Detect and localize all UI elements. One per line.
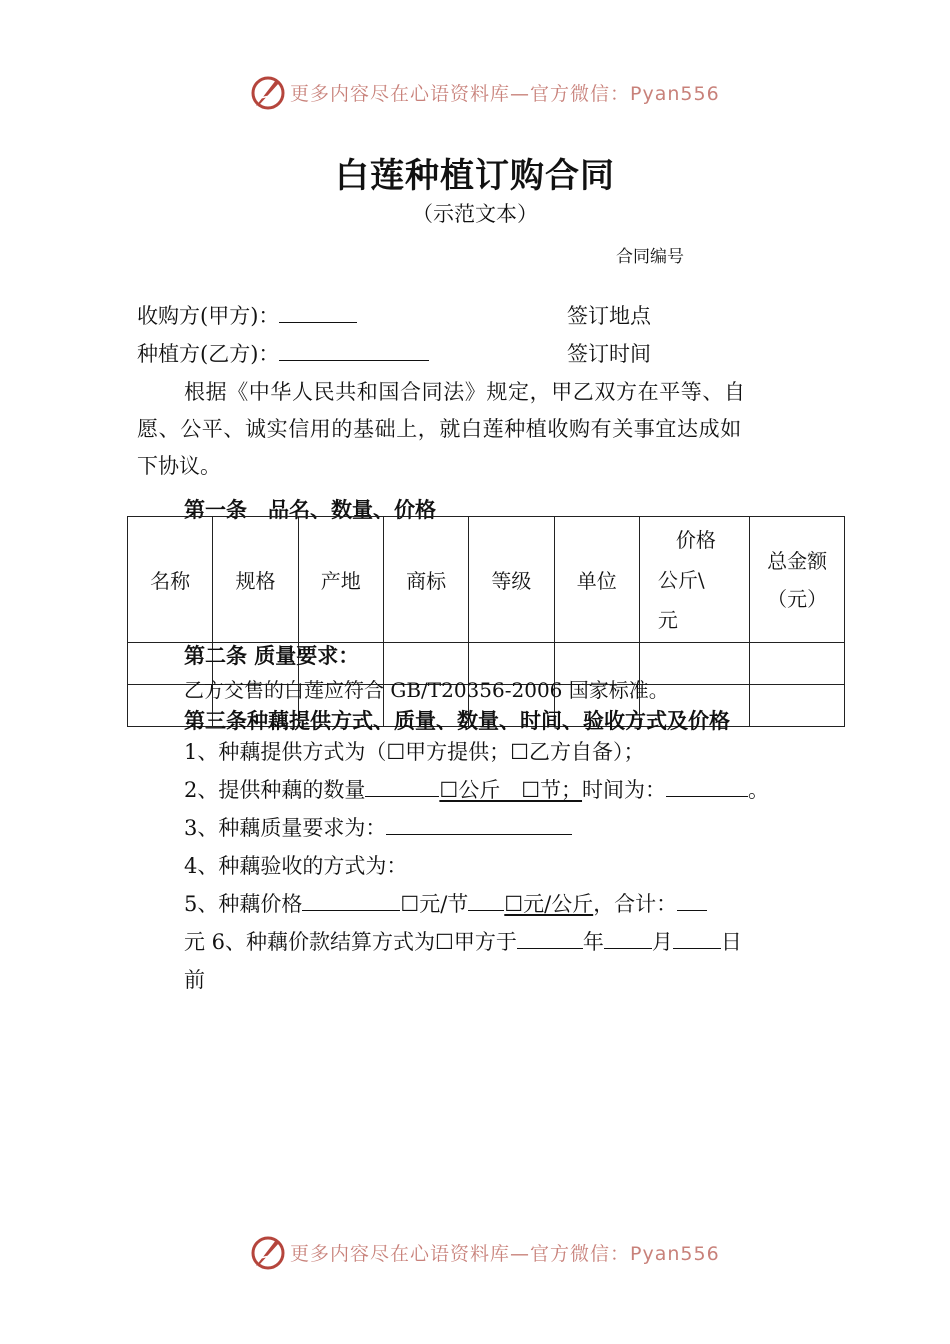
seed-time-blank[interactable] [666, 774, 748, 797]
sign-time-label: 签订时间 [567, 342, 651, 366]
quill-logo-icon [250, 1234, 286, 1270]
item2-end: 。 [748, 778, 770, 802]
item6-label: 元 6、种藕价款结算方式为☐甲方于 [184, 930, 517, 954]
item5-per-node[interactable]: ☐元/节 [400, 892, 469, 916]
price-unit-label: 公斤\ [657, 567, 705, 592]
header-spec: 规格 [213, 517, 298, 643]
grower-line [137, 338, 429, 368]
item2-label: 2、提供种藕的数量 [184, 778, 366, 802]
item6-month: 月 [651, 930, 673, 954]
watermark-text: 更多内容尽在心语资料库—官方微信： [290, 82, 631, 105]
item6-year: 年 [582, 930, 604, 954]
seed-quality-blank[interactable] [386, 812, 572, 835]
article3-item4: 4、种藕验收的方式为： [184, 854, 408, 878]
watermark-top [250, 72, 720, 112]
month-blank[interactable] [604, 926, 652, 949]
price-per-kg-blank[interactable] [468, 888, 504, 911]
item5-label: 5、种藕价格 [184, 892, 303, 916]
header-origin: 产地 [298, 517, 383, 643]
grower-blank[interactable] [279, 338, 429, 361]
contract-number-label: 合同编号 [616, 247, 684, 267]
article2-heading: 第二条 质量要求： [184, 644, 360, 668]
seed-quantity-blank[interactable] [365, 774, 439, 797]
article3-item6-end: 前 [184, 968, 205, 992]
watermark-bottom [250, 1232, 720, 1272]
article3-item3 [184, 812, 572, 842]
sign-place-label: 签订地点 [567, 304, 651, 328]
article3-item5 [184, 888, 707, 918]
item6-day: 日 [720, 930, 742, 954]
watermark-text: 更多内容尽在心语资料库—官方微信： [290, 1242, 631, 1265]
header-price [639, 517, 749, 643]
document-subtitle: （示范文本） [412, 202, 538, 226]
header-total [750, 517, 845, 643]
header-name: 名称 [128, 517, 213, 643]
article3-item6 [184, 926, 742, 956]
price-label: 价格 [675, 527, 716, 552]
price-per-node-blank[interactable] [302, 888, 400, 911]
article3-item2 [184, 774, 769, 804]
item2-units[interactable]: ☐公斤 ☐节； [439, 778, 583, 802]
header-unit: 单位 [554, 517, 639, 643]
preamble-line-3: 下协议。 [137, 454, 221, 478]
item5-total-label: ，合计： [593, 892, 678, 916]
item3-label: 3、种藕质量要求为： [184, 816, 387, 840]
watermark-handle: Pyan556 [630, 1242, 720, 1265]
buyer-label: 收购方(甲方)： [137, 304, 280, 328]
price-currency-label: 元 [657, 607, 678, 632]
buyer-blank[interactable] [279, 300, 357, 323]
article3-heading: 第三条种藕提供方式、质量、数量、时间、验收方式及价格 [184, 709, 730, 733]
year-blank[interactable] [517, 926, 583, 949]
header-brand: 商标 [383, 517, 468, 643]
total-blank[interactable] [677, 888, 707, 911]
header-grade: 等级 [469, 517, 554, 643]
day-blank[interactable] [673, 926, 721, 949]
article1-heading: 第一条 品名、数量、价格 [184, 498, 436, 522]
table-header-row [128, 517, 845, 643]
watermark-handle: Pyan556 [630, 82, 720, 105]
buyer-line [137, 300, 357, 330]
quill-logo-icon [250, 74, 286, 110]
item5-per-kg[interactable]: ☐元/公斤 [504, 892, 594, 916]
document-title: 白莲种植订购合同 [335, 156, 615, 196]
article2-text: 乙方交售的白莲应符合 GB/T20356-2006 国家标准。 [184, 678, 669, 702]
item2-time-label: 时间为： [582, 778, 667, 802]
preamble-line-1: 根据《中华人民共和国合同法》规定，甲乙双方在平等、自 [184, 380, 746, 404]
total-unit-label: （元） [767, 586, 828, 611]
article3-item1: 1、种藕提供方式为（☐甲方提供；☐乙方自备）； [184, 740, 645, 764]
preamble-line-2: 愿、公平、诚实信用的基础上，就白莲种植收购有关事宜达成如 [137, 417, 742, 441]
total-label: 总金额 [767, 548, 828, 573]
grower-label: 种植方(乙方)： [137, 342, 280, 366]
